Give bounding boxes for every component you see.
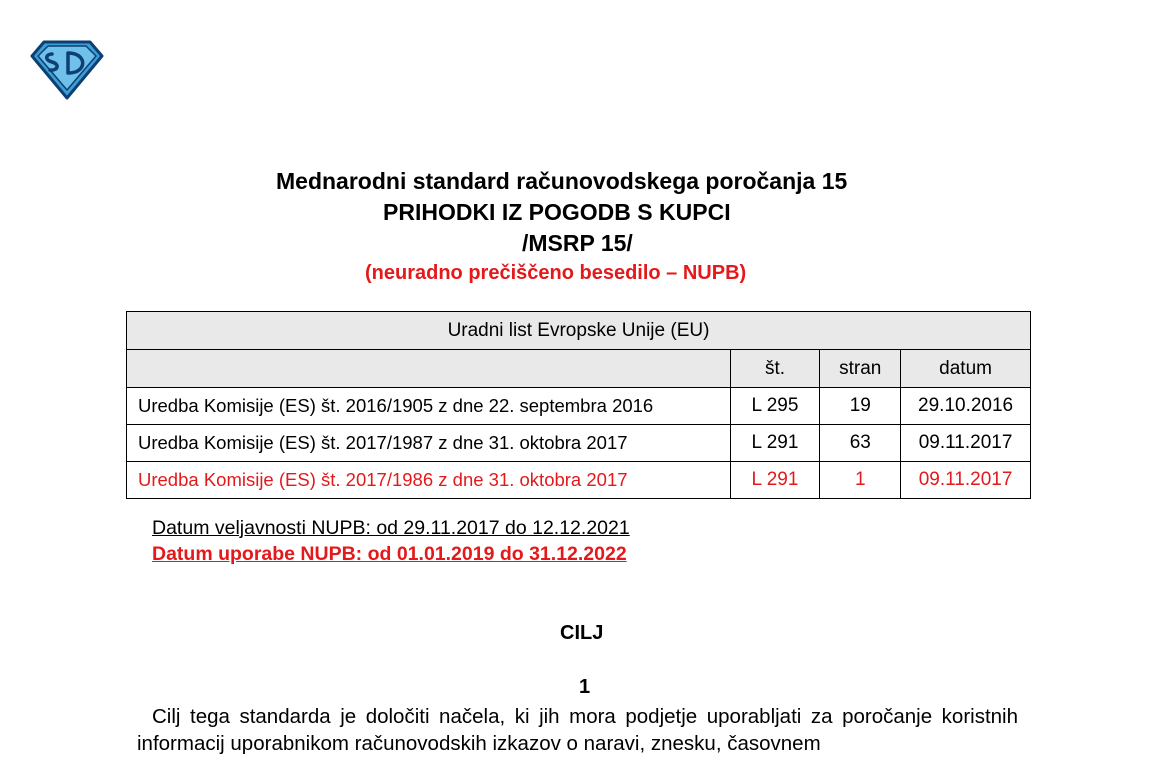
title-line-1: Mednarodni standard računovodskega poročanja 15: [276, 168, 848, 194]
column-header-date: datum: [901, 350, 1031, 388]
paragraph-number: 1: [579, 676, 591, 698]
table-row: [127, 425, 1031, 462]
validity-date-line: Datum veljavnosti NUPB: od 29.11.2017 do 12.12.2021: [152, 517, 630, 539]
column-header-number: št.: [730, 350, 820, 388]
column-header-page: stran: [820, 350, 901, 388]
table-column-header-row: [127, 350, 1031, 388]
table-header-title: Uradni list Evropske Unije (EU): [127, 312, 1031, 350]
page-cell: 1: [820, 462, 901, 499]
official-journal-table: [126, 311, 1031, 499]
usage-date-line: Datum uporabe NUPB: od 01.01.2019 do 31.12.2022: [152, 543, 627, 565]
date-cell: 09.11.2017: [901, 425, 1031, 462]
paragraph-text: Cilj tega standarda je določiti načela, ki jih mora podjetje uporabljati za poročanje koristnih informacij uporabnikom računovodskih izkazov o naravi, znesku, časovnem: [137, 705, 1018, 755]
column-header-regulation: [127, 350, 731, 388]
number-cell: L 291: [730, 462, 820, 499]
regulation-cell: Uredba Komisije (ES) št. 2017/1986 z dne 31. oktobra 2017: [127, 462, 731, 499]
title-line-2: PRIHODKI IZ POGODB S KUPCI: [383, 199, 731, 225]
section-heading: CILJ: [560, 622, 604, 644]
title-line-3: /MSRP 15/: [522, 230, 633, 256]
page-cell: 19: [820, 388, 901, 425]
number-cell: L 295: [730, 388, 820, 425]
table-row: [127, 462, 1031, 499]
date-cell: 09.11.2017: [901, 462, 1031, 499]
number-cell: L 291: [730, 425, 820, 462]
date-cell: 29.10.2016: [901, 388, 1031, 425]
regulation-cell: Uredba Komisije (ES) št. 2016/1905 z dne 22. septembra 2016: [127, 388, 731, 425]
page-cell: 63: [820, 425, 901, 462]
regulation-cell: Uredba Komisije (ES) št. 2017/1987 z dne 31. oktobra 2017: [127, 425, 731, 462]
title-subtitle: (neuradno prečiščeno besedilo – NUPB): [365, 262, 747, 284]
table-header-row: [127, 312, 1031, 350]
table-row: [127, 388, 1031, 425]
diamond-logo-icon: [30, 40, 104, 100]
